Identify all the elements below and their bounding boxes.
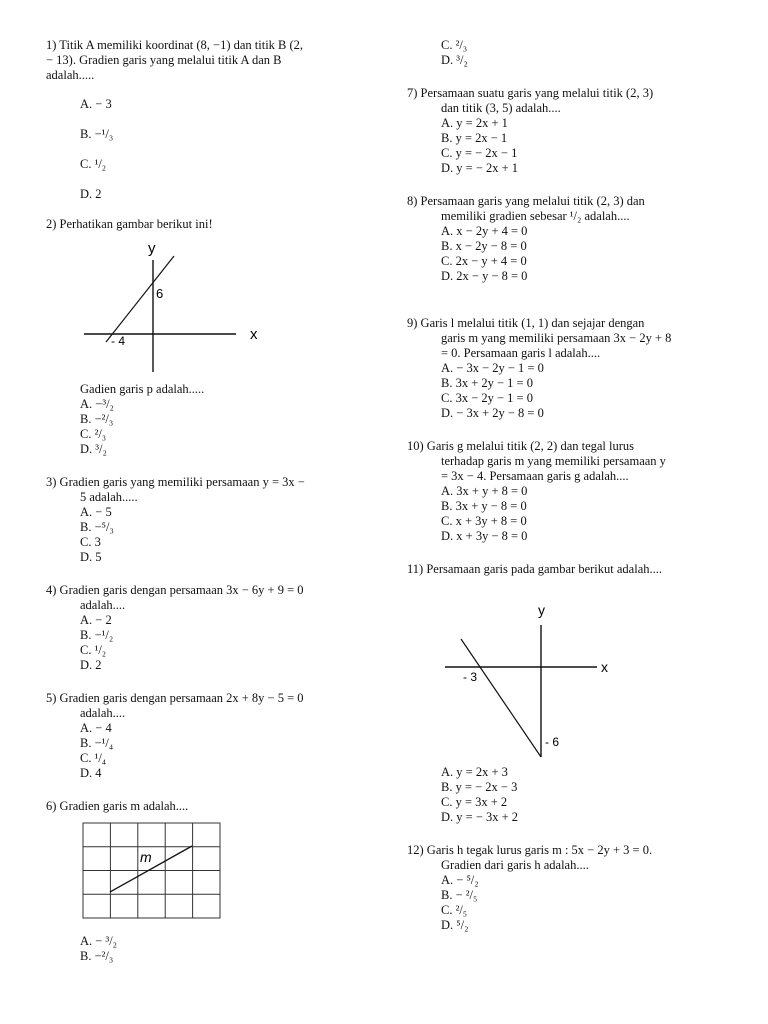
question-10-option-c[interactable]: C. x + 3y + 8 = 0 <box>441 514 527 528</box>
question-8-line-2: memiliki gradien sebesar ¹/₂ adalah.... <box>441 209 630 223</box>
question-9-option-b[interactable]: B. 3x + 2y − 1 = 0 <box>441 376 533 390</box>
question-5-option-a[interactable]: A. − 4 <box>80 721 112 735</box>
question-10-option-d[interactable]: D. x + 3y − 8 = 0 <box>441 529 528 543</box>
question-2-option-d[interactable]: D. ³/₂ <box>80 442 107 456</box>
question-2-prompt: Gadien garis p adalah..... <box>80 382 205 396</box>
question-1-line-3: adalah..... <box>46 68 95 82</box>
question-4-line-2: adalah.... <box>80 598 126 612</box>
question-2-option-c[interactable]: C. ²/₃ <box>80 427 107 441</box>
question-1-line-1: 1) Titik A memiliki koordinat (8, −1) dan titik B (2, <box>46 38 304 52</box>
question-11-y-intercept: - 6 <box>545 735 560 749</box>
question-2-y-intercept: 6 <box>156 286 164 301</box>
question-8-option-b[interactable]: B. x − 2y − 8 = 0 <box>441 239 527 253</box>
question-8-option-c[interactable]: C. 2x − y + 4 = 0 <box>441 254 527 268</box>
question-11 <box>407 562 737 825</box>
question-1-option-d[interactable]: D. 2 <box>80 187 102 201</box>
question-10-line-1: 10) Garis g melalui titik (2, 2) dan tegal lurus <box>407 439 635 453</box>
question-1-line-2: − 13). Gradien garis yang melalui titik A dan B <box>46 53 282 67</box>
question-4-option-a[interactable]: A. − 2 <box>80 613 112 627</box>
question-3-line-1: 3) Gradien garis yang memiliki persamaan y = 3x − <box>46 475 305 489</box>
question-10 <box>407 439 737 544</box>
question-2-x-intercept: - 4 <box>111 334 126 348</box>
question-5-option-d[interactable]: D. 4 <box>80 766 102 780</box>
question-3-option-c[interactable]: C. 3 <box>80 535 101 549</box>
question-4 <box>46 583 376 673</box>
question-6-option-a[interactable]: A. − ³/₂ <box>80 934 118 948</box>
question-10-option-a[interactable]: A. 3x + y + 8 = 0 <box>441 484 528 498</box>
question-12 <box>407 843 737 933</box>
left-column <box>46 38 376 964</box>
question-6-text: 6) Gradien garis m adalah.... <box>46 799 189 813</box>
question-3-option-b[interactable]: B. −⁵/₃ <box>80 520 114 534</box>
question-9 <box>407 316 737 421</box>
question-9-option-d[interactable]: D. − 3x + 2y − 8 = 0 <box>441 406 544 420</box>
question-5-option-c[interactable]: C. ¹/₄ <box>80 751 107 765</box>
question-7-option-a[interactable]: A. y = 2x + 1 <box>441 116 508 130</box>
question-1-option-c[interactable]: C. ¹/₂ <box>80 157 107 171</box>
question-2-y-label: y <box>148 240 156 257</box>
question-2-graph <box>76 238 276 378</box>
question-11-x-intercept: - 3 <box>463 670 478 684</box>
question-9-line-3: = 0. Persamaan garis l adalah.... <box>441 346 601 360</box>
question-7-option-c[interactable]: C. y = − 2x − 1 <box>441 146 518 160</box>
question-2-option-b[interactable]: B. −²/₃ <box>80 412 114 426</box>
question-10-option-b[interactable]: B. 3x + y − 8 = 0 <box>441 499 527 513</box>
question-11-graph <box>437 585 667 765</box>
question-6-continued <box>407 38 737 68</box>
question-12-option-b[interactable]: B. − ²/₅ <box>441 888 478 902</box>
question-11-x-label: x <box>601 659 608 675</box>
question-12-option-a[interactable]: A. − ⁵/₂ <box>441 873 479 887</box>
question-11-option-a[interactable]: A. y = 2x + 3 <box>441 765 508 779</box>
question-10-line-3: = 3x − 4. Persamaan garis g adalah.... <box>441 469 629 483</box>
question-11-text: 11) Persamaan garis pada gambar berikut adalah.... <box>407 562 662 576</box>
question-6-option-c[interactable]: C. ²/₃ <box>441 38 468 52</box>
question-10-line-2: terhadap garis m yang memiliki persamaan y <box>441 454 666 468</box>
question-11-option-c[interactable]: C. y = 3x + 2 <box>441 795 508 809</box>
question-9-option-a[interactable]: A. − 3x − 2y − 1 = 0 <box>441 361 544 375</box>
question-9-line-2: garis m yang memiliki persamaan 3x − 2y + 8 <box>441 331 672 345</box>
question-4-line-1: 4) Gradien garis dengan persamaan 3x − 6y + 9 = 0 <box>46 583 304 597</box>
question-5-line-1: 5) Gradien garis dengan persamaan 2x + 8y − 5 = 0 <box>46 691 304 705</box>
question-1 <box>46 38 376 202</box>
question-8-line-1: 8) Persamaan garis yang melalui titik (2, 3) dan <box>407 194 645 208</box>
question-3 <box>46 475 376 565</box>
question-12-line-2: Gradien dari garis h adalah.... <box>441 858 589 872</box>
question-7-line-1: 7) Persamaan suatu garis yang melalui titik (2, 3) <box>407 86 654 100</box>
question-6-option-d[interactable]: D. ³/₂ <box>441 53 468 67</box>
question-11-option-b[interactable]: B. y = − 2x − 3 <box>441 780 518 794</box>
question-2-option-a[interactable]: A. −³/₂ <box>80 397 114 411</box>
question-1-option-b[interactable]: B. −¹/₃ <box>80 127 114 141</box>
question-2 <box>46 217 376 457</box>
question-5-option-b[interactable]: B. −¹/₄ <box>80 736 114 750</box>
question-6-line-label: m <box>140 849 152 865</box>
question-3-option-d[interactable]: D. 5 <box>80 550 102 564</box>
question-2-x-label: x <box>250 326 258 343</box>
question-5 <box>46 691 376 781</box>
question-9-option-c[interactable]: C. 3x − 2y − 1 = 0 <box>441 391 533 405</box>
question-8-option-a[interactable]: A. x − 2y + 4 = 0 <box>441 224 528 238</box>
question-8-option-d[interactable]: D. 2x − y − 8 = 0 <box>441 269 528 283</box>
question-3-option-a[interactable]: A. − 5 <box>80 505 112 519</box>
question-7 <box>407 86 737 176</box>
question-12-line-1: 12) Garis h tegak lurus garis m : 5x − 2y + 3 = 0. <box>407 843 653 857</box>
question-7-option-d[interactable]: D. y = − 2x + 1 <box>441 161 519 175</box>
question-2-text: 2) Perhatikan gambar berikut ini! <box>46 217 213 231</box>
question-3-line-2: 5 adalah..... <box>80 490 138 504</box>
question-8 <box>407 194 737 284</box>
question-12-option-c[interactable]: C. ²/₅ <box>441 903 468 917</box>
question-7-option-b[interactable]: B. y = 2x − 1 <box>441 131 508 145</box>
question-12-option-d[interactable]: D. ⁵/₂ <box>441 918 469 932</box>
question-9-line-1: 9) Garis l melalui titik (1, 1) dan sejajar dengan <box>407 316 645 330</box>
question-6-grid <box>82 822 224 922</box>
question-11-line <box>461 639 541 757</box>
question-5-line-2: adalah.... <box>80 706 126 720</box>
right-column <box>407 38 737 933</box>
question-7-line-2: dan titik (3, 5) adalah.... <box>441 101 561 115</box>
question-4-option-b[interactable]: B. −¹/₂ <box>80 628 114 642</box>
question-11-y-label: y <box>538 602 545 618</box>
question-6-option-b[interactable]: B. −²/₃ <box>80 949 114 963</box>
question-2-line-p <box>106 256 174 342</box>
question-6 <box>46 799 376 964</box>
question-1-option-a[interactable]: A. − 3 <box>80 97 112 111</box>
question-4-option-c[interactable]: C. ¹/₂ <box>80 643 107 657</box>
question-11-option-d[interactable]: D. y = − 3x + 2 <box>441 810 519 824</box>
question-4-option-d[interactable]: D. 2 <box>80 658 102 672</box>
